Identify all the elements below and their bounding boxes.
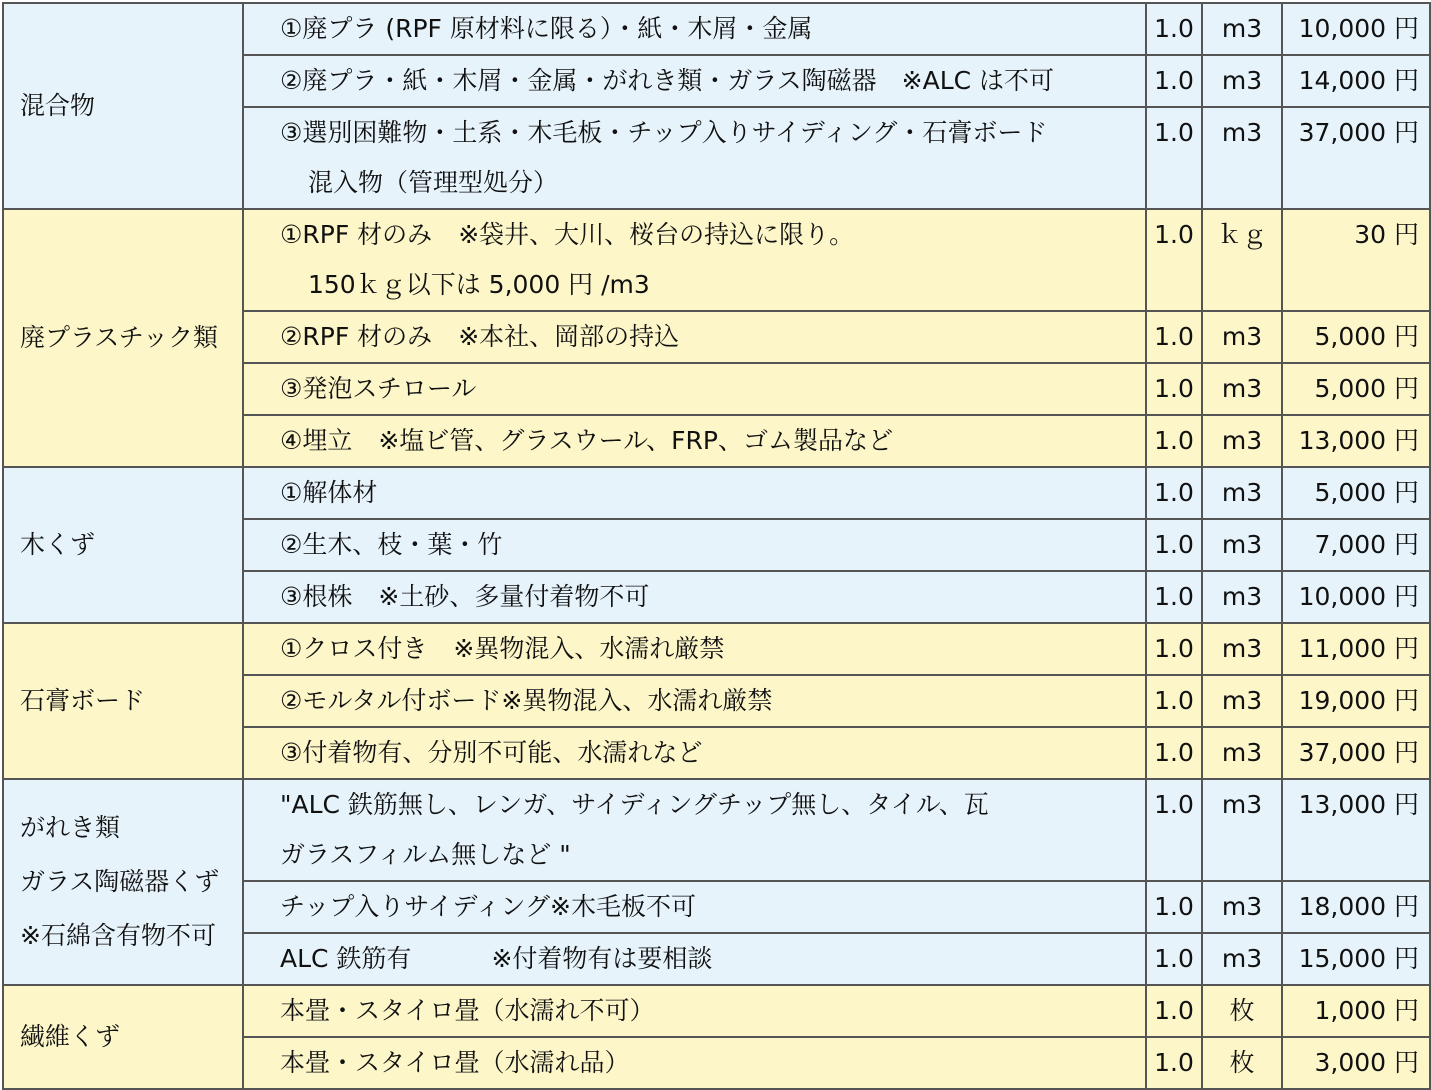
item-description: ①廃プラ (RPF 原材料に限る）・紙・木屑・金属: [243, 3, 1146, 55]
item-description: ②廃プラ・紙・木屑・金属・がれき類・ガラス陶磁器 ※ALC は不可: [243, 55, 1146, 107]
item-price: 37,000 円: [1282, 727, 1430, 779]
item-quantity: 1.0: [1146, 107, 1202, 209]
item-unit: m3: [1202, 519, 1282, 571]
item-unit: m3: [1202, 933, 1282, 985]
item-description: ①解体材: [243, 467, 1146, 519]
price-table: [2, 2, 1431, 1090]
item-description: チップ入りサイディング※木毛板不可: [243, 881, 1146, 933]
item-price: 37,000 円: [1282, 107, 1430, 209]
item-unit: m3: [1202, 571, 1282, 623]
item-description: [243, 933, 1146, 985]
item-price: 7,000 円: [1282, 519, 1430, 571]
section-fiber: [3, 985, 1430, 1089]
item-quantity: 1.0: [1146, 311, 1202, 363]
item-quantity: 1.0: [1146, 415, 1202, 467]
item-price: 19,000 円: [1282, 675, 1430, 727]
item-quantity: 1.0: [1146, 209, 1202, 311]
description-line-2: 混入物（管理型処分）: [308, 168, 559, 197]
description-note: ※塩ビ管、グラスウール、FRP、ゴム製品など: [378, 426, 893, 455]
category-label: 石膏ボード: [3, 623, 243, 779]
item-price: 30 円: [1282, 209, 1430, 311]
category-line-3: ※石綿含有物不可: [20, 921, 216, 950]
item-description: ③発泡スチロール: [243, 363, 1146, 415]
item-quantity: 1.0: [1146, 571, 1202, 623]
item-price: 13,000 円: [1282, 779, 1430, 881]
item-unit: m3: [1202, 727, 1282, 779]
item-price: 5,000 円: [1282, 311, 1430, 363]
item-quantity: 1.0: [1146, 1037, 1202, 1089]
description-main: ALC 鉄筋有: [280, 944, 412, 973]
item-quantity: 1.0: [1146, 363, 1202, 415]
table-row: [3, 779, 1430, 881]
item-unit: m3: [1202, 779, 1282, 881]
item-unit: m3: [1202, 311, 1282, 363]
table-row: [3, 623, 1430, 675]
item-quantity: 1.0: [1146, 3, 1202, 55]
item-quantity: 1.0: [1146, 519, 1202, 571]
section-rubble: [3, 779, 1430, 985]
item-price: 18,000 円: [1282, 881, 1430, 933]
description-line-2: 150ｋｇ以下は 5,000 円 /m3: [308, 270, 650, 299]
description-main: ①RPF 材のみ: [280, 220, 433, 249]
item-quantity: 1.0: [1146, 467, 1202, 519]
item-description: 本畳・スタイロ畳（水濡れ品）: [243, 1037, 1146, 1089]
description-main: ③根株: [280, 582, 353, 611]
category-line-2: ガラス陶磁器くず: [20, 867, 220, 896]
item-unit: m3: [1202, 3, 1282, 55]
item-price: 5,000 円: [1282, 467, 1430, 519]
item-unit: m3: [1202, 363, 1282, 415]
item-price: 15,000 円: [1282, 933, 1430, 985]
category-line-1: がれき類: [20, 813, 121, 842]
item-unit: m3: [1202, 623, 1282, 675]
item-price: 10,000 円: [1282, 571, 1430, 623]
table-row: [3, 985, 1430, 1037]
section-wood: [3, 467, 1430, 623]
section-gypsum: [3, 623, 1430, 779]
description-main: ④埋立: [280, 426, 353, 455]
description-note: ※土砂、多量付着物不可: [378, 582, 650, 611]
item-quantity: 1.0: [1146, 727, 1202, 779]
item-description: ③付着物有、分別不可能、水濡れなど: [243, 727, 1146, 779]
item-price: 11,000 円: [1282, 623, 1430, 675]
item-unit: m3: [1202, 675, 1282, 727]
item-description: [243, 209, 1146, 311]
item-description: [243, 415, 1146, 467]
item-description: [243, 311, 1146, 363]
item-price: 14,000 円: [1282, 55, 1430, 107]
item-unit: 枚: [1202, 1037, 1282, 1089]
description-line-1: "ALC 鉄筋無し、レンガ、サイディングチップ無し、タイル、瓦: [280, 790, 989, 819]
item-unit: 枚: [1202, 985, 1282, 1037]
description-main: ②RPF 材のみ: [280, 322, 433, 351]
item-quantity: 1.0: [1146, 675, 1202, 727]
description-note: ※異物混入、水濡れ厳禁: [453, 634, 725, 663]
item-description: 本畳・スタイロ畳（水濡れ不可）: [243, 985, 1146, 1037]
table-row: [3, 467, 1430, 519]
item-price: 3,000 円: [1282, 1037, 1430, 1089]
item-price: 5,000 円: [1282, 363, 1430, 415]
item-description: [243, 779, 1146, 881]
category-label: 繊維くず: [3, 985, 243, 1089]
item-unit: m3: [1202, 107, 1282, 209]
item-quantity: 1.0: [1146, 933, 1202, 985]
item-quantity: 1.0: [1146, 985, 1202, 1037]
item-description: ②モルタル付ボード※異物混入、水濡れ厳禁: [243, 675, 1146, 727]
description-line-2: ガラスフィルム無しなど ": [280, 840, 571, 869]
item-unit: m3: [1202, 55, 1282, 107]
description-note: ※本社、岡部の持込: [458, 322, 680, 351]
item-price: 1,000 円: [1282, 985, 1430, 1037]
description-line-1: ③選別困難物・土系・木毛板・チップ入りサイディング・石膏ボード: [280, 118, 1048, 147]
item-description: [243, 571, 1146, 623]
category-label: 混合物: [3, 3, 243, 209]
item-quantity: 1.0: [1146, 779, 1202, 881]
item-price: 13,000 円: [1282, 415, 1430, 467]
item-quantity: 1.0: [1146, 623, 1202, 675]
item-unit: m3: [1202, 415, 1282, 467]
item-unit: ｋｇ: [1202, 209, 1282, 311]
category-label: 廃プラスチック類: [3, 209, 243, 467]
item-price: 10,000 円: [1282, 3, 1430, 55]
item-description: ②生木、枝・葉・竹: [243, 519, 1146, 571]
description-main: ①クロス付き: [280, 634, 428, 663]
section-plastic: [3, 209, 1430, 467]
item-unit: m3: [1202, 467, 1282, 519]
item-description: [243, 107, 1146, 209]
item-unit: m3: [1202, 881, 1282, 933]
table-row: [3, 209, 1430, 311]
table-row: [3, 3, 1430, 55]
section-mixed: [3, 3, 1430, 209]
category-label: 木くず: [3, 467, 243, 623]
description-note: ※付着物有は要相談: [491, 944, 713, 973]
item-quantity: 1.0: [1146, 55, 1202, 107]
item-description: [243, 623, 1146, 675]
item-quantity: 1.0: [1146, 881, 1202, 933]
category-label: [3, 779, 243, 985]
description-note: ※袋井、大川、桜台の持込に限り。: [458, 220, 855, 249]
